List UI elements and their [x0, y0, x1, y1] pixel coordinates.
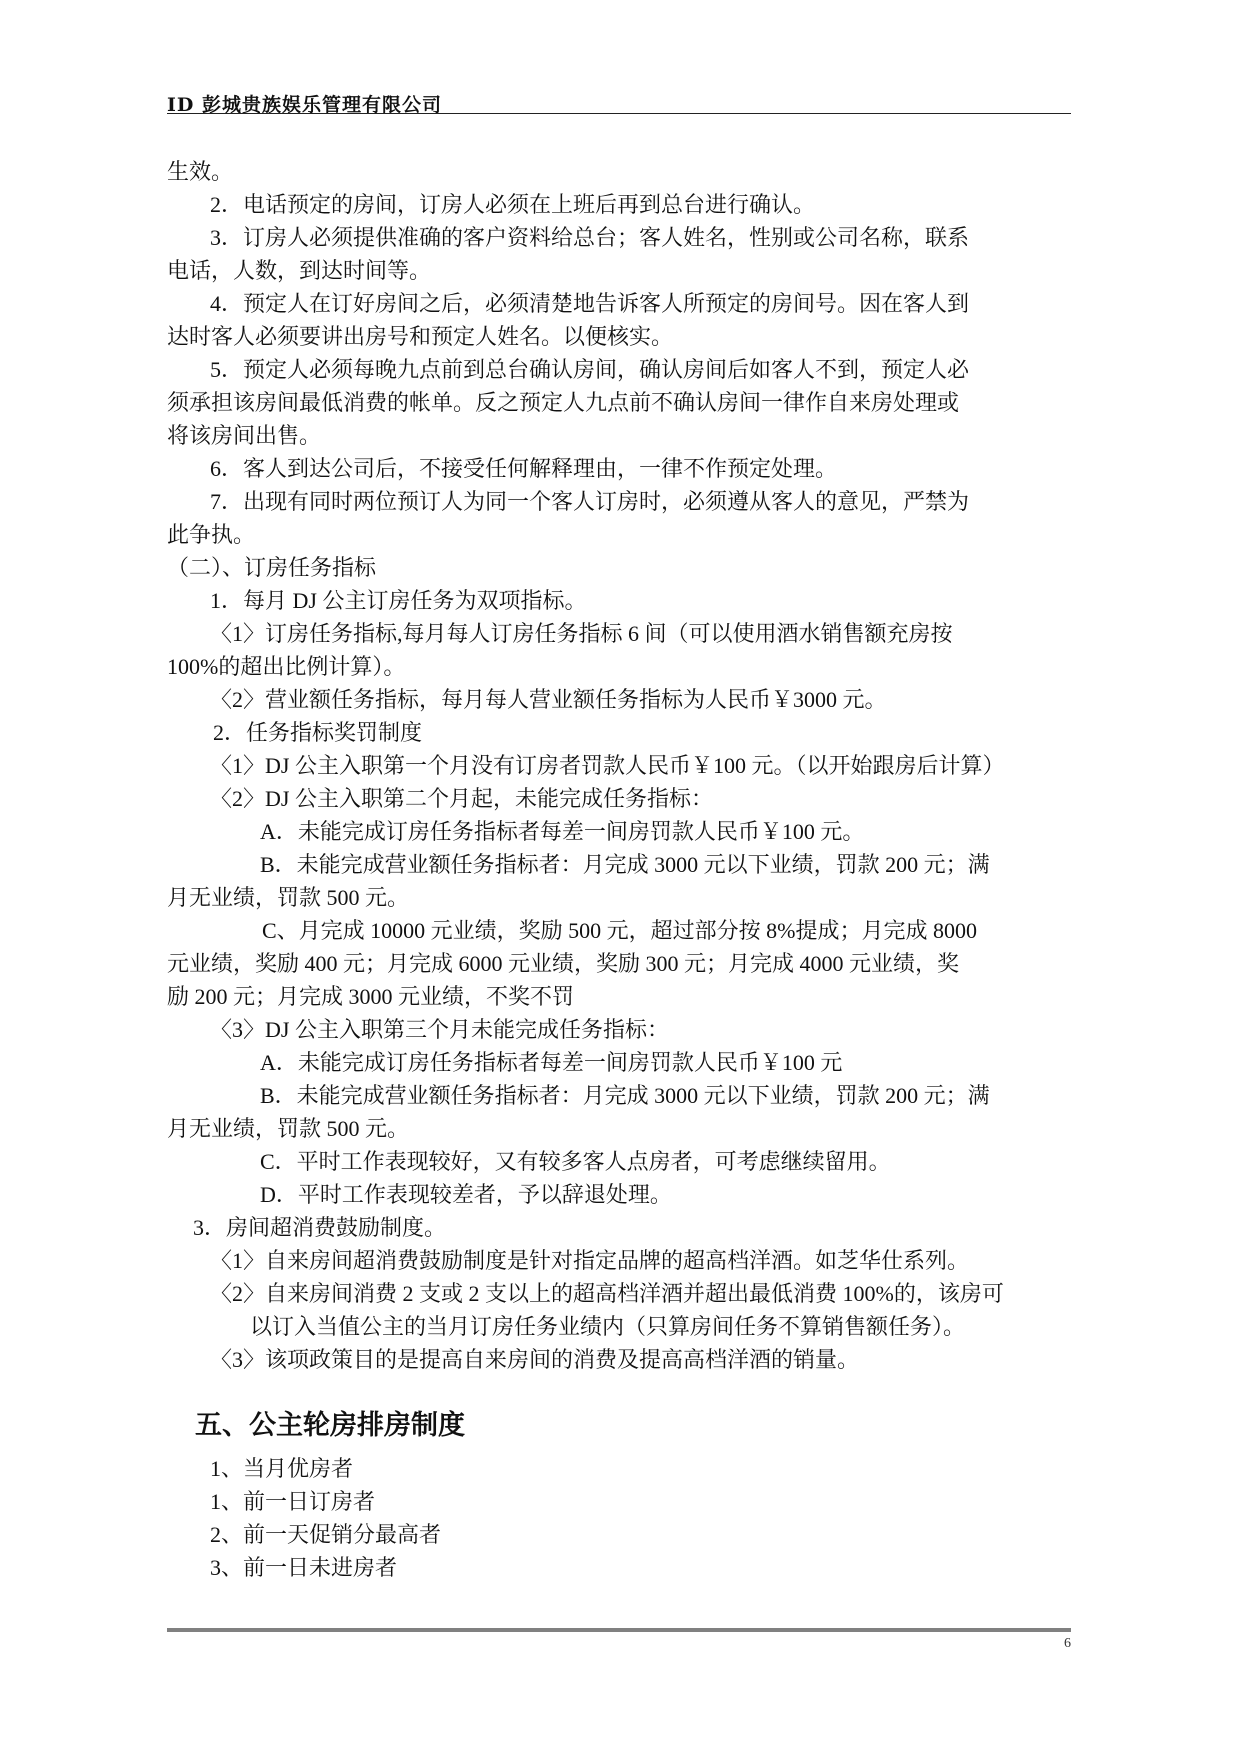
- body-line: 100%的超出比例计算）。: [167, 654, 406, 679]
- list-item: 3、前一日未进房者: [210, 1555, 398, 1580]
- body-line: 5．预定人必须每晚九点前到总台确认房间，确认房间后如客人不到，预定人必: [210, 357, 970, 382]
- list-item: 1、当月优房者: [210, 1456, 354, 1481]
- body-line: 〈3〉该项政策目的是提高自来房间的消费及提高高档洋酒的销量。: [210, 1347, 860, 1372]
- body-line: 3．订房人必须提供准确的客户资料给总台；客人姓名，性别或公司名称，联系: [210, 225, 970, 250]
- page-number: 6: [1064, 1636, 1071, 1651]
- body-line: 月无业绩，罚款 500 元。: [167, 1116, 410, 1141]
- body-line: 2．电话预定的房间，订房人必须在上班后再到总台进行确认。: [210, 192, 816, 217]
- body-line: C、月完成 10000 元业绩，奖励 500 元，超过部分按 8%提成；月完成 8000: [262, 918, 978, 943]
- body-line: 此争执。: [167, 522, 256, 547]
- body-line: 7．出现有同时两位预订人为同一个客人订房时，必须遵从客人的意见，严禁为: [210, 489, 970, 514]
- body-line: 达时客人必须要讲出房号和预定人姓名。以便核实。: [167, 324, 674, 349]
- body-line: 〈1〉自来房间超消费鼓励制度是针对指定品牌的超高档洋酒。如芝华仕系列。: [210, 1248, 970, 1273]
- body-line: 生效。: [167, 159, 234, 184]
- body-line: D．平时工作表现较差者，予以辞退处理。: [260, 1182, 672, 1207]
- document-header-title: ID 彭城贵族娱乐管理有限公司: [167, 94, 442, 116]
- body-line: 以订入当值公主的当月订房任务业绩内（只算房间任务不算销售额任务）。: [250, 1314, 966, 1339]
- body-line: 〈2〉营业额任务指标，每月每人营业额任务指标为人民币￥3000 元。: [210, 687, 887, 712]
- body-line: 励 200 元；月完成 3000 元业绩，不奖不罚: [167, 984, 575, 1009]
- body-line: 月无业绩，罚款 500 元。: [167, 885, 410, 910]
- body-line: B．未能完成营业额任务指标者：月完成 3000 元以下业绩，罚款 200 元；满: [260, 852, 990, 877]
- body-line: 将该房间出售。: [167, 423, 322, 448]
- body-line: 3．房间超消费鼓励制度。: [193, 1215, 447, 1240]
- body-line: 电话，人数，到达时间等。: [167, 258, 432, 283]
- section-title: 五、公主轮房排房制度: [195, 1410, 465, 1441]
- subsection-heading: （二）、订房任务指标: [167, 555, 377, 580]
- body-line: C．平时工作表现较好，又有较多客人点房者，可考虑继续留用。: [260, 1149, 891, 1174]
- body-line: B．未能完成营业额任务指标者：月完成 3000 元以下业绩，罚款 200 元；满: [260, 1083, 990, 1108]
- body-line: 元业绩，奖励 400 元；月完成 6000 元业绩，奖励 300 元；月完成 4000 元业绩，奖: [167, 951, 960, 976]
- list-item: 1、前一日订房者: [210, 1489, 376, 1514]
- body-line: 须承担该房间最低消费的帐单。反之预定人九点前不确认房间一律作自来房处理或: [167, 390, 960, 415]
- body-line: A．未能完成订房任务指标者每差一间房罚款人民币￥100 元: [260, 1050, 843, 1075]
- body-line: 4．预定人在订好房间之后，必须清楚地告诉客人所预定的房间号。因在客人到: [210, 291, 970, 316]
- body-line: 1．每月 DJ 公主订房任务为双项指标。: [210, 588, 587, 613]
- body-line: 〈2〉自来房间消费 2 支或 2 支以上的超高档洋酒并超出最低消费 100%的，该房可: [210, 1281, 1004, 1306]
- body-line: 〈3〉DJ 公主入职第三个月未能完成任务指标：: [210, 1017, 669, 1042]
- footer-divider: [167, 1628, 1071, 1632]
- body-line: 〈1〉DJ 公主入职第一个月没有订房者罚款人民币￥100 元。（以开始跟房后计算）: [210, 753, 1005, 778]
- body-line: 6．客人到达公司后，不接受任何解释理由，一律不作预定处理。: [210, 456, 838, 481]
- body-line: A．未能完成订房任务指标者每差一间房罚款人民币￥100 元。: [260, 819, 865, 844]
- body-line: 〈1〉订房任务指标,每月每人订房任务指标 6 间（可以使用酒水销售额充房按: [210, 621, 953, 646]
- body-line: 〈2〉DJ 公主入职第二个月起，未能完成任务指标：: [210, 786, 713, 811]
- list-item: 2、前一天促销分最高者: [210, 1522, 442, 1547]
- body-line: 2．任务指标奖罚制度: [213, 720, 423, 745]
- header-divider: [167, 113, 1071, 114]
